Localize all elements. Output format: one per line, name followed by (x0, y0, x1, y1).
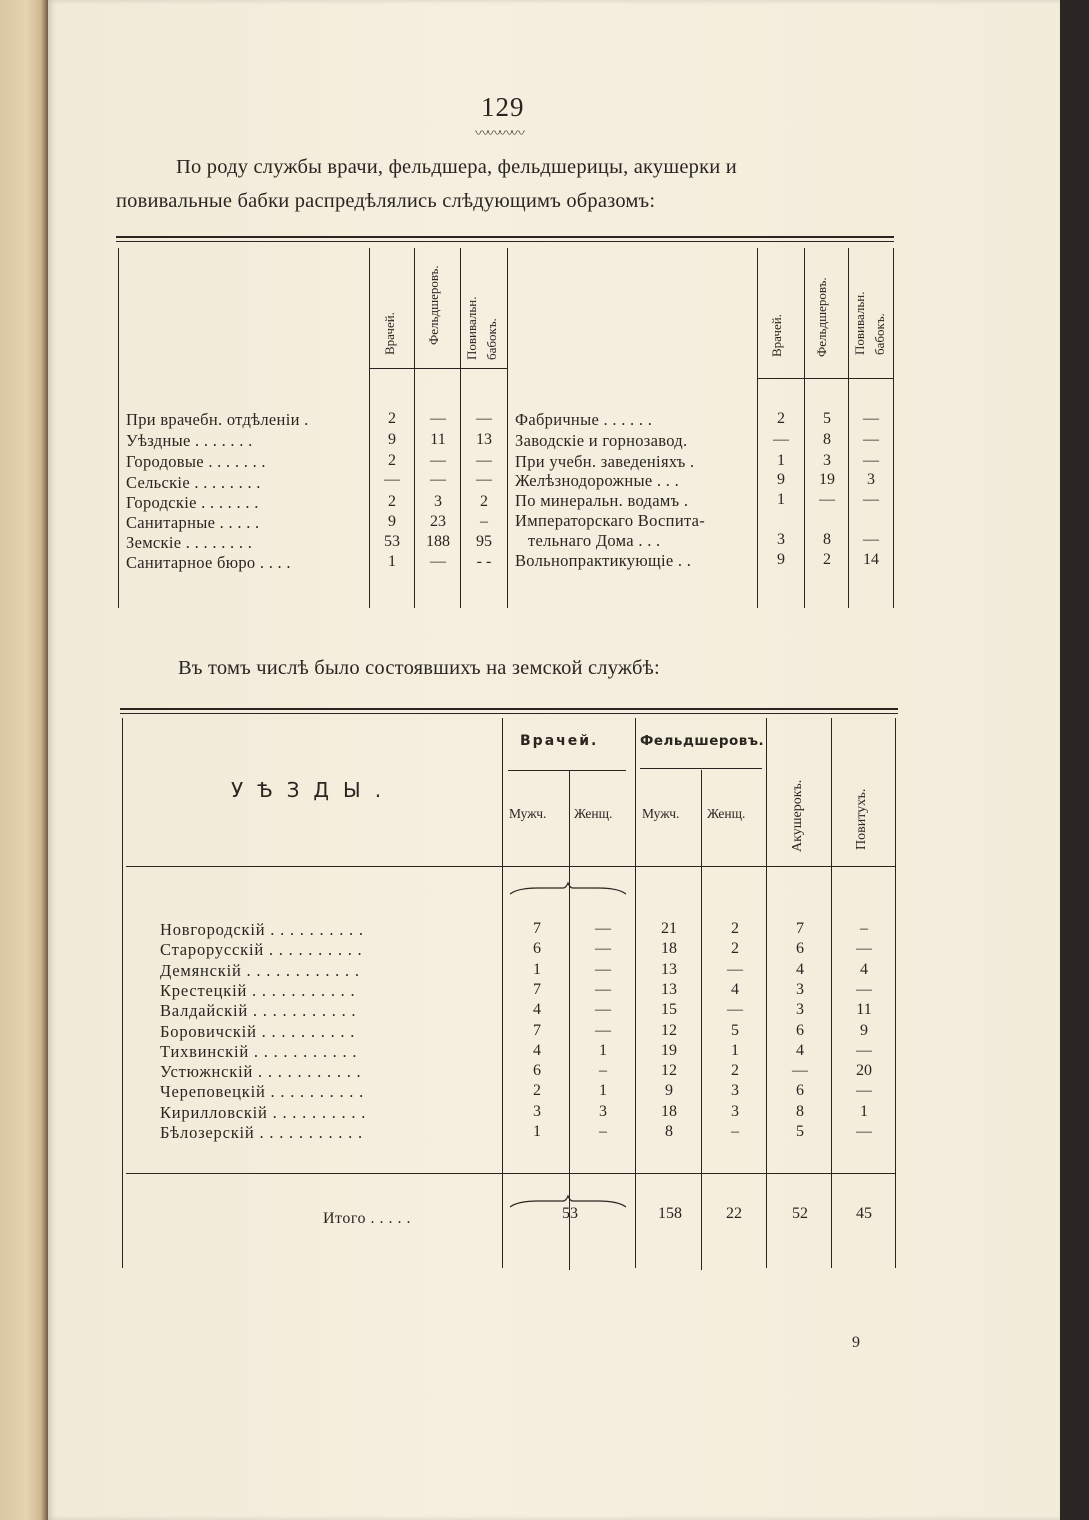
table-cell: 9 (665, 1082, 673, 1099)
table-cell: – (599, 1062, 607, 1079)
cell: 53 (384, 533, 400, 550)
table-cell: — (595, 920, 611, 937)
uezd-name: Тихвинскій . . . . . . . . . . . (160, 1042, 358, 1061)
table-cell: 18 (661, 940, 677, 957)
cell: 14 (863, 551, 879, 568)
table-cell: 2 (731, 1062, 739, 1079)
table-cell: — (792, 1062, 808, 1079)
table-cell: — (856, 1082, 872, 1099)
row-label: тельнаго Дома . . . (528, 531, 661, 550)
table-cell: 12 (661, 1022, 677, 1039)
header-muzh: Мужч. (509, 806, 547, 821)
table-cell: 2 (533, 1082, 541, 1099)
header-zhensh: Женщ. (574, 806, 613, 821)
row-label: Городскіе . . . . . . . (126, 493, 259, 512)
cell: 188 (426, 533, 450, 550)
cell: — (863, 431, 879, 448)
cell: — (863, 452, 879, 469)
row-label: Санитарные . . . . . (126, 513, 260, 532)
cell: 23 (430, 513, 446, 530)
header-povitukh: Повитухъ. (854, 788, 869, 850)
cell: 5 (823, 410, 831, 427)
table-cell: — (856, 940, 872, 957)
row-label: Земскіе . . . . . . . . (126, 533, 253, 552)
table-cell: – (731, 1123, 739, 1140)
row-label: По минеральн. водамъ . (515, 491, 689, 510)
header-zhensh-2: Женщ. (707, 806, 746, 821)
table-cell: 11 (856, 1001, 872, 1018)
cell: 2 (388, 410, 396, 427)
header-muzh-2: Мужч. (642, 806, 680, 821)
table-cell: 20 (856, 1062, 872, 1079)
uezd-name: Устюжнскій . . . . . . . . . . . (160, 1062, 362, 1081)
cell: — (430, 452, 446, 469)
cell: — (773, 431, 789, 448)
cell: 2 (823, 551, 831, 568)
table-cell: – (860, 920, 868, 937)
table-cell: — (595, 1022, 611, 1039)
header-babok-left: бабокъ. (484, 318, 499, 360)
table-cell: — (595, 961, 611, 978)
table-cell: 1 (533, 1123, 541, 1140)
cell: — (430, 471, 446, 488)
table-cell: 7 (533, 920, 541, 937)
cell: — (476, 452, 492, 469)
header-vrachey-left: Врачей. (382, 312, 397, 355)
table-cell: 3 (731, 1103, 739, 1120)
table-cell: — (595, 981, 611, 998)
table-cell: 4 (796, 961, 804, 978)
uezd-name: Череповецкій . . . . . . . . . . (160, 1082, 365, 1101)
table-cell: — (727, 961, 743, 978)
table-cell: 4 (731, 981, 739, 998)
uezd-name: Кирилловскій . . . . . . . . . . (160, 1103, 367, 1122)
cell: 19 (819, 471, 835, 488)
cell: 3 (777, 531, 785, 548)
header-feldsherov: Фельдшеровъ. (640, 733, 765, 749)
table-cell: 3 (796, 1001, 804, 1018)
row-label: Императорскаго Воспита- (515, 511, 706, 530)
table-cell: 3 (731, 1082, 739, 1099)
table-cell: 12 (661, 1062, 677, 1079)
table-cell: 6 (796, 940, 804, 957)
table-cell: 19 (661, 1042, 677, 1059)
header-uezdy: УѢЗДЫ. (231, 778, 396, 802)
table-cell: 18 (661, 1103, 677, 1120)
cell: — (863, 491, 879, 508)
cell: 2 (480, 493, 488, 510)
cell: — (384, 471, 400, 488)
uezd-name: Боровичскій . . . . . . . . . . (160, 1022, 356, 1041)
row-label: При врачебн. отдѣленіи . (126, 410, 309, 429)
total-label: Итого . . . . . (323, 1210, 411, 1227)
cell: — (430, 410, 446, 427)
table-cell: 21 (661, 920, 677, 937)
table-cell: 6 (796, 1082, 804, 1099)
total-feldsher-muzh: 158 (658, 1205, 682, 1222)
table1-top-rule (116, 236, 894, 238)
header-povivaln-left: Повивальн. (464, 296, 479, 360)
intro-paragraph-line-1: По роду службы врачи, фельдшера, фельдшерицы, акушерки и (176, 156, 737, 178)
uezd-name: Бѣлозерскій . . . . . . . . . . . (160, 1123, 363, 1142)
table-cell: 1 (731, 1042, 739, 1059)
table-cell: 15 (661, 1001, 677, 1018)
header-feldsherov-right: Фельдшеровъ. (814, 277, 829, 357)
cell: 3 (867, 471, 875, 488)
cell: 9 (777, 471, 785, 488)
table-cell: 4 (533, 1001, 541, 1018)
header-babok-right: бабокъ. (872, 313, 887, 355)
total-povitukh: 45 (856, 1205, 872, 1222)
row-label: Заводскіе и горнозавод. (515, 431, 688, 450)
cell: 2 (388, 493, 396, 510)
row-label: Желѣзнодорожные . . . (515, 471, 680, 490)
book-page (48, 0, 1060, 1520)
cell: 2 (777, 410, 785, 427)
table-cell: 13 (661, 981, 677, 998)
total-vrachey: 53 (562, 1205, 578, 1222)
brace-top (508, 882, 628, 896)
row-label: Фабричные . . . . . . (515, 410, 653, 429)
table-cell: 3 (533, 1103, 541, 1120)
cell: 3 (434, 493, 442, 510)
table-cell: — (595, 1001, 611, 1018)
table-cell: 5 (796, 1123, 804, 1140)
page-number: 129 (481, 92, 525, 122)
table-cell: — (856, 1123, 872, 1140)
cell: — (819, 491, 835, 508)
table-cell: 6 (533, 1062, 541, 1079)
left-page-edge (0, 0, 48, 1520)
header-vrachey: Врачей. (520, 733, 599, 749)
uezd-name: Валдайскій . . . . . . . . . . . (160, 1001, 357, 1020)
table-cell: 2 (731, 940, 739, 957)
row-label: Городовые . . . . . . . (126, 452, 266, 471)
table2-top-rule (120, 708, 898, 710)
cell: — (476, 471, 492, 488)
intro-paragraph-line-2: повивальные бабки распредѣлялись слѣдующимъ образомъ: (116, 190, 656, 212)
table-cell: 4 (796, 1042, 804, 1059)
table-cell: — (595, 940, 611, 957)
table-cell: 7 (533, 981, 541, 998)
table-cell: 3 (796, 981, 804, 998)
row-label: Санитарное бюро . . . . (126, 553, 291, 572)
cell: 8 (823, 531, 831, 548)
cell: — (863, 531, 879, 548)
table-cell: 7 (796, 920, 804, 937)
table-cell: 1 (533, 961, 541, 978)
table-cell: — (727, 1001, 743, 1018)
header-akusherok: Акушерокъ. (790, 779, 805, 852)
subtitle: Въ томъ числѣ было состоявшихъ на земской службѣ: (178, 657, 660, 679)
uezd-name: Старорусскій . . . . . . . . . . (160, 940, 363, 959)
table-cell: 8 (796, 1103, 804, 1120)
cell: – (480, 513, 488, 530)
table-cell: 9 (860, 1022, 868, 1039)
cell: 8 (823, 431, 831, 448)
table1-top-rule-thin (116, 241, 894, 242)
table-cell: 8 (665, 1123, 673, 1140)
header-povivaln-right: Повивальн. (852, 291, 867, 355)
table-cell: 1 (860, 1103, 868, 1120)
cell: 3 (823, 452, 831, 469)
uezd-name: Демянскій . . . . . . . . . . . . (160, 961, 360, 980)
cell: - - (476, 553, 492, 570)
table2-top-rule-thin (120, 713, 898, 714)
table-cell: 7 (533, 1022, 541, 1039)
table-cell: 2 (731, 920, 739, 937)
total-akusherok: 52 (792, 1205, 808, 1222)
header-feldsherov-left: Фельдшеровъ. (426, 265, 441, 345)
cell: 1 (777, 491, 785, 508)
row-label: При учебн. заведеніяхъ . (515, 452, 695, 471)
table-cell: – (599, 1123, 607, 1140)
table-cell: 4 (533, 1042, 541, 1059)
table-cell: 13 (661, 961, 677, 978)
cell: 13 (476, 431, 492, 448)
cell: — (863, 410, 879, 427)
cell: 1 (777, 452, 785, 469)
table-cell: 1 (599, 1082, 607, 1099)
cell: 95 (476, 533, 492, 550)
footer-number: 9 (852, 1334, 860, 1351)
table-cell: — (856, 1042, 872, 1059)
table-cell: 6 (796, 1022, 804, 1039)
uezd-name: Крестецкій . . . . . . . . . . . (160, 981, 356, 1000)
table-cell: 4 (860, 961, 868, 978)
header-vrachey-right: Врачей. (769, 314, 784, 357)
cell: — (476, 410, 492, 427)
cell: 9 (388, 431, 396, 448)
cell: — (430, 553, 446, 570)
cell: 9 (777, 551, 785, 568)
cell: 9 (388, 513, 396, 530)
page-number-ornament: 〰〰〰〰 (475, 127, 523, 142)
row-label: Вольнопрактикующіе . . (515, 551, 692, 570)
row-label: Уѣздные . . . . . . . (126, 431, 253, 450)
table-cell: 5 (731, 1022, 739, 1039)
cell: 1 (388, 553, 396, 570)
row-label: Сельскіе . . . . . . . . (126, 473, 261, 492)
table-cell: 3 (599, 1103, 607, 1120)
table-cell: — (856, 981, 872, 998)
uezd-name: Новгородскій . . . . . . . . . . (160, 920, 364, 939)
cell: 2 (388, 452, 396, 469)
table-cell: 6 (533, 940, 541, 957)
table-cell: 1 (599, 1042, 607, 1059)
cell: 11 (430, 431, 446, 448)
total-feldsher-zhensh: 22 (726, 1205, 742, 1222)
